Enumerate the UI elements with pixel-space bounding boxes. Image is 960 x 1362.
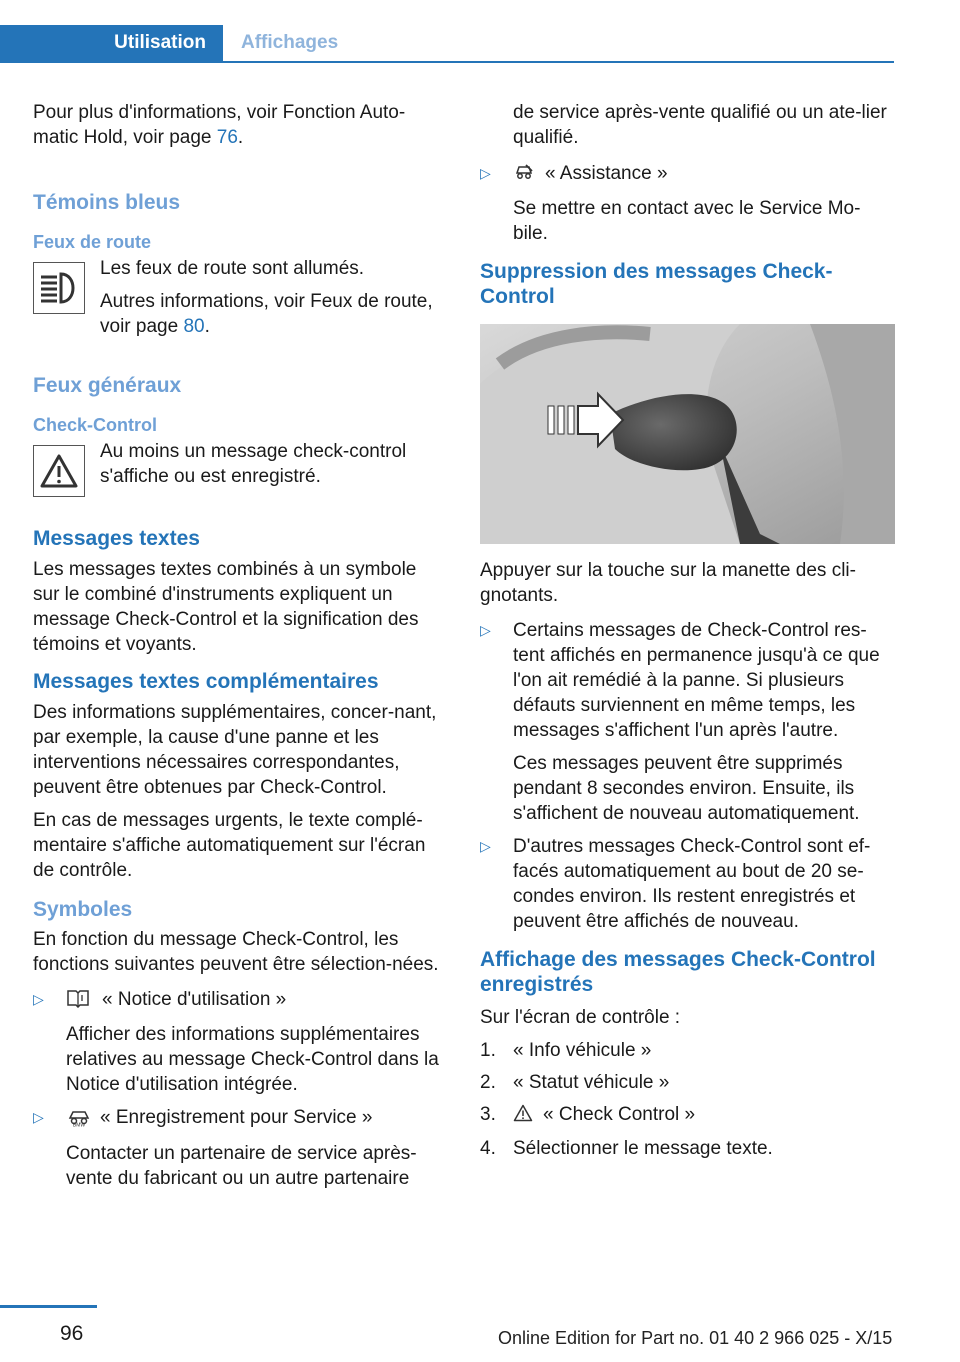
photo-caption-text: Appuyer sur la touche sur la manette des cli-gnotants.: [480, 560, 856, 606]
step-text: Sélectionner le message texte.: [513, 1138, 773, 1159]
edition-text: Online Edition for Part no. 01 40 2 966 025 - X/15: [498, 1328, 893, 1348]
step-item: [480, 1136, 895, 1161]
step-number: 4.: [480, 1138, 496, 1159]
bullet-marker: ▷: [33, 1109, 44, 1125]
heading-feux-de-route: Feux de route: [33, 232, 152, 252]
heading-temoins-bleus: Témoins bleus: [33, 191, 181, 214]
bullet-enregistrement: [33, 1105, 445, 1191]
step-item: [480, 1102, 895, 1129]
feux-route-text: Les feux de route sont allumés.: [100, 258, 365, 279]
feux-route-more: Autres informations, voir Feux de route, voir page 80.: [100, 291, 433, 337]
step-item: [480, 1038, 895, 1063]
step-text: « Statut véhicule »: [513, 1072, 670, 1093]
heading-messages-complementaires: Messages textes complémentaires: [33, 670, 379, 693]
bullet-assistance: [480, 161, 895, 246]
step-text-row: « Check Control »: [513, 1102, 695, 1129]
step-number: 2.: [480, 1072, 496, 1093]
steps-list: [480, 1038, 895, 1161]
assistance-label-row: « Assistance »: [513, 161, 895, 189]
bullet-marker: ▷: [480, 622, 491, 638]
bullet-marker: ▷: [480, 838, 491, 854]
left-column: [33, 100, 445, 1191]
service-car-icon: [66, 1105, 92, 1134]
heading-feux-generaux: Feux généraux: [33, 374, 182, 397]
bullet-autres-messages: [480, 834, 895, 934]
step-number: 3.: [480, 1104, 496, 1125]
continuation-text: de service après-vente qualifié ou un ate-lier qualifié.: [513, 102, 887, 148]
messages-textes-paragraph: Les messages textes combinés à un symbole sur le combiné d'instruments expliquent un message Check-Control et la signification des témoins et voyants.: [33, 559, 419, 655]
high-beam-icon: [33, 262, 85, 314]
heading-affichage-messages: Affichage des messages Check-Control enregistrés: [480, 948, 876, 996]
tab-affichages[interactable]: Affichages: [241, 32, 339, 53]
assistance-icon: [513, 162, 535, 189]
notice-label-row: « Notice d'utilisation »: [66, 987, 445, 1015]
enregistrement-description: Contacter un partenaire de service après-vente du fabricant ou un autre partenaire: [66, 1143, 417, 1189]
bullet-marker: ▷: [480, 165, 491, 181]
footer-divider: [0, 1305, 97, 1308]
symboles-paragraph: En fonction du message Check-Control, les fonctions suivantes peuvent être sélection-nées.: [33, 929, 439, 975]
page-link-76[interactable]: 76: [216, 127, 238, 148]
affichage-intro: Sur l'écran de contrôle :: [480, 1007, 681, 1028]
step-text: « Info véhicule »: [513, 1040, 652, 1061]
page-number: 96: [60, 1322, 84, 1345]
heading-check-control: Check-Control: [33, 415, 158, 435]
right-column: [480, 100, 895, 1161]
heading-suppression: Suppression des messages Check-Control: [480, 260, 833, 308]
enregistrement-label-row: BMW « Enregistrement pour Service »: [66, 1105, 445, 1134]
notice-description: Afficher des informations supplémentaires relatives au message Check-Control dans la Notice d'utilisation intégrée.: [66, 1024, 439, 1095]
suppression-duree-text: Ces messages peuvent être supprimés pendant 8 secondes environ. Ensuite, ils s'affichent de nouveau automatiquement.: [513, 753, 860, 824]
check-control-text: Au moins un message check-control s'affiche ou est enregistré.: [100, 441, 407, 487]
page-link-80[interactable]: 80: [183, 316, 205, 337]
book-icon: [66, 988, 90, 1015]
warning-triangle-small-icon: [513, 1104, 533, 1129]
check-control-block: [33, 439, 445, 497]
assistance-description: Se mettre en contact avec le Service Mo-bile.: [513, 198, 861, 244]
complementaires-paragraph-2: En cas de messages urgents, le texte complé-mentaire s'affiche automatiquement sur l'écran de contrôle.: [33, 810, 426, 881]
brand-badge-text: BMW: [72, 1122, 86, 1127]
heading-messages-textes: Messages textes: [33, 527, 200, 550]
step-item: [480, 1070, 895, 1095]
warning-triangle-icon: [33, 445, 85, 497]
certains-messages-text: Certains messages de Check-Control res-tent affichés en permanence jusqu'à ce que l'on ait remédié à la panne. Si plusieurs défauts surviennent en même temps, les messages s'affichent l'un après l'autre.: [513, 620, 880, 741]
bullet-marker: ▷: [33, 991, 44, 1007]
complementaires-paragraph-1: Des informations supplémentaires, concer-nant, par exemple, la cause d'une panne et les interventions nécessaires correspondantes, peuvent être obtenues par Check-Control.: [33, 702, 437, 798]
autres-messages-text: D'autres messages Check-Control sont ef-facés automatiquement au bout de 20 se-condes environ. Ils restent enregistrés et peuvent être affichés de nouveau.: [513, 836, 871, 932]
bullet-certains-messages: [480, 618, 895, 826]
feux-route-block: [33, 256, 445, 339]
bullet-notice: [33, 987, 445, 1097]
step-number: 1.: [480, 1040, 496, 1061]
tab-utilisation[interactable]: Utilisation: [0, 25, 223, 61]
intro-paragraph: Pour plus d'informations, voir Fonction Auto-matic Hold, voir page 76.: [33, 102, 406, 148]
header-tabs: [0, 25, 894, 63]
steering-stalk-photo: [480, 324, 895, 544]
heading-symboles: Symboles: [33, 898, 133, 921]
